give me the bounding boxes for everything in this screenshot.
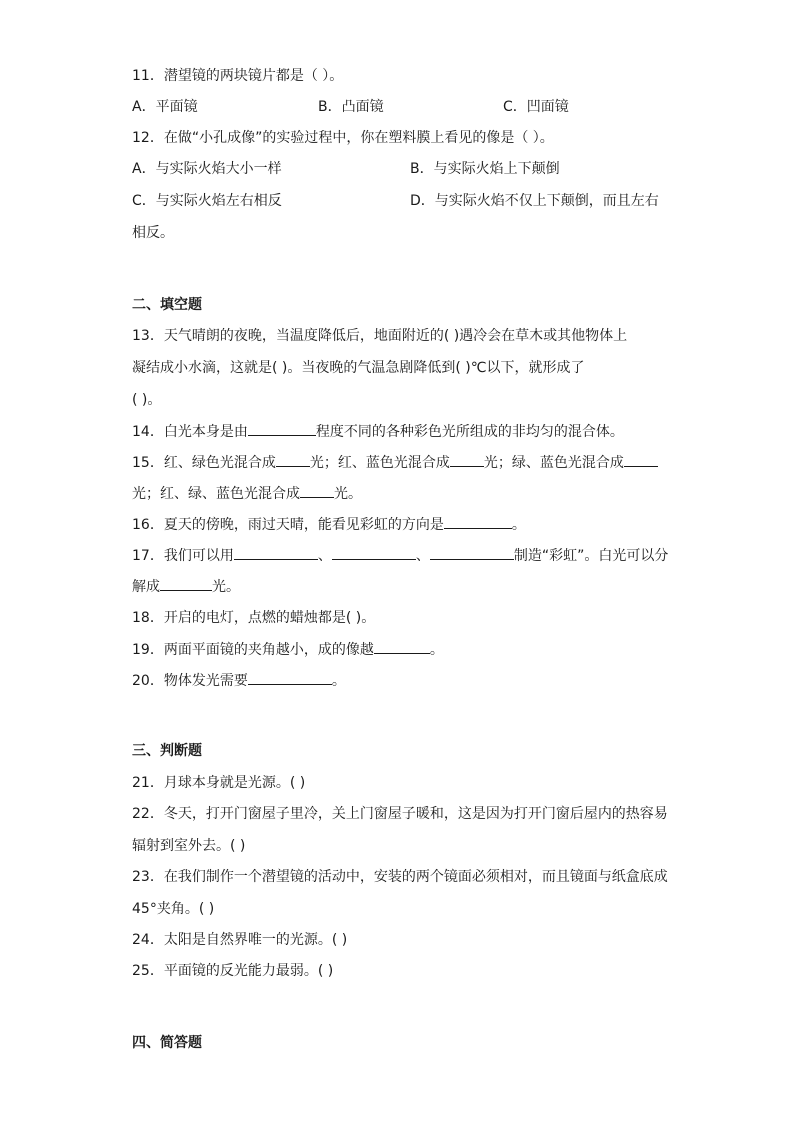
q15-text-4: 光；红、绿、蓝色光混合成 — [132, 486, 300, 502]
question-19 — [132, 639, 444, 660]
question-18: 18．开启的电灯，点燃的蜡烛都是( )。 — [132, 610, 376, 626]
question-17-line-2 — [132, 576, 240, 597]
q14-blank[interactable] — [248, 421, 316, 436]
question-16 — [132, 514, 526, 535]
q20-blank[interactable] — [248, 670, 332, 685]
q15-text-5: 光。 — [334, 486, 362, 502]
q17-sep-1: 、 — [317, 548, 332, 564]
q19-text-before: 19．两面平面镜的夹角越小，成的像越 — [132, 642, 374, 658]
question-21: 21．月球本身就是光源。( ) — [132, 775, 306, 791]
q14-text-after: 程度不同的各种彩色光所组成的非均匀的混合体。 — [315, 424, 624, 440]
section-judgment-title: 三、判断题 — [132, 743, 202, 759]
question-13-line-1: 13．天气晴朗的夜晚，当温度降低后，地面附近的( )遇冷会在草木或其他物体上 — [132, 328, 628, 344]
question-14 — [132, 421, 624, 442]
section-short-answer-title: 四、简答题 — [132, 1035, 202, 1051]
q20-text-before: 20．物体发光需要 — [132, 673, 248, 689]
question-20 — [132, 670, 346, 691]
question-13-line-3: ( )。 — [132, 392, 162, 408]
q17-blank-2[interactable] — [332, 545, 416, 560]
question-15-line-1 — [132, 452, 658, 473]
q11-option-c: C．凹面镜 — [503, 99, 569, 115]
q15-blank-3[interactable] — [624, 452, 658, 467]
question-23-line-2: 45°夹角。( ) — [132, 901, 215, 917]
q15-blank-2[interactable] — [450, 452, 484, 467]
q17-blank-4[interactable] — [160, 576, 212, 591]
q14-text-before: 14．白光本身是由 — [132, 424, 248, 440]
question-11: 11．潜望镜的两块镜片都是（ ）。 — [132, 68, 344, 84]
q17-text-before: 17．我们可以用 — [132, 548, 234, 564]
question-13-line-2: 凝结成小水滴，这就是( )。当夜晚的气温急剧降低到( )℃以下，就形成了 — [132, 360, 585, 376]
q17-sep-2: 、 — [415, 548, 430, 564]
q17-text-line2-after: 光。 — [212, 579, 240, 595]
q17-blank-3[interactable] — [430, 545, 514, 560]
q12-option-d-continued: 相反。 — [132, 225, 174, 241]
q11-option-a: A．平面镜 — [132, 99, 198, 115]
q12-option-c: C．与实际火焰左右相反 — [132, 193, 282, 209]
q20-text-after: 。 — [331, 673, 346, 689]
q17-blank-1[interactable] — [234, 545, 318, 560]
question-12: 12．在做“小孔成像”的实验过程中，你在塑料膜上看见的像是（ ）。 — [132, 130, 554, 146]
q11-option-b: B．凸面镜 — [318, 99, 384, 115]
question-17-line-1 — [132, 545, 668, 566]
q15-text-2: 光；红、蓝色光混合成 — [309, 455, 450, 471]
q12-option-b: B．与实际火焰上下颠倒 — [410, 161, 560, 177]
question-15-line-2 — [132, 483, 362, 504]
q12-option-a: A．与实际火焰大小一样 — [132, 161, 282, 177]
q12-option-d: D．与实际火焰不仅上下颠倒，而且左右 — [410, 193, 659, 209]
q16-text-after: 。 — [511, 517, 526, 533]
q19-text-after: 。 — [429, 642, 444, 658]
q15-blank-1[interactable] — [276, 452, 310, 467]
question-24: 24．太阳是自然界唯一的光源。( ) — [132, 932, 348, 948]
question-25: 25．平面镜的反光能力最弱。( ) — [132, 963, 334, 979]
question-22-line-2: 辐射到室外去。( ) — [132, 838, 246, 854]
q15-text-3: 光；绿、蓝色光混合成 — [483, 455, 624, 471]
q17-text-after: 制造“彩虹”。白光可以分 — [513, 548, 669, 564]
q15-text-1: 15．红、绿色光混合成 — [132, 455, 276, 471]
question-22-line-1: 22．冬天，打开门窗屋子里冷，关上门窗屋子暖和，这是因为打开门窗后屋内的热容易 — [132, 806, 668, 822]
q19-blank[interactable] — [374, 639, 430, 654]
q16-text-before: 16．夏天的傍晚，雨过天晴，能看见彩虹的方向是 — [132, 517, 444, 533]
section-fill-in-title: 二、填空题 — [132, 297, 202, 313]
q17-text-line2-before: 解成 — [132, 579, 160, 595]
q15-blank-4[interactable] — [300, 483, 334, 498]
question-23-line-1: 23．在我们制作一个潜望镜的活动中，安装的两个镜面必须相对，而且镜面与纸盒底成 — [132, 869, 668, 885]
q16-blank[interactable] — [444, 514, 512, 529]
